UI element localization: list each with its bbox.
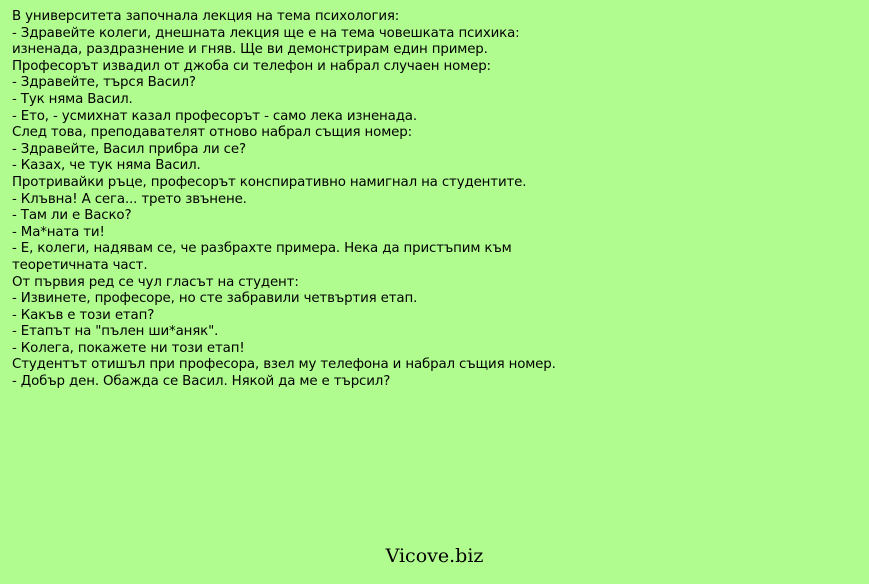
joke-line: Протривайки ръце, професорът конспиративно намигнал на студентите. xyxy=(12,174,527,190)
joke-line: - Добър ден. Обажда се Васил. Някой да ме е търсил? xyxy=(12,374,391,390)
joke-text xyxy=(12,9,582,391)
joke-line: - Е, колеги, надявам се, че разбрахте примера. Нека да пристъпим към теоретичната част. xyxy=(12,241,512,273)
joke-line: - Здравейте, търся Васил? xyxy=(12,75,196,91)
joke-line: - Колега, покажете ни този етап! xyxy=(12,340,245,356)
joke-line: - Ето, - усмихнат казал професорът - само лека изненада. xyxy=(12,108,417,124)
joke-line: - Ма*ната ти! xyxy=(12,224,105,240)
joke-line: - Здравейте, Васил прибра ли се? xyxy=(12,141,246,157)
joke-line: - Казах, че тук няма Васил. xyxy=(12,158,201,174)
joke-line: След това, преподавателят отново набрал същия номер: xyxy=(12,125,412,141)
site-brand: Vicove.biz xyxy=(385,545,484,567)
joke-line: Студентът отишъл при професора, взел му телефона и набрал същия номер. xyxy=(12,357,556,373)
joke-line: - Какъв е този етап? xyxy=(12,307,155,323)
joke-line: - Здравейте колеги, днешната лекция ще е на тема човешката психика: изненада, раздразнение и гняв. Ще ви демонстрирам един пример. xyxy=(12,25,520,58)
joke-line: - Там ли е Васко? xyxy=(12,208,132,224)
joke-line: Професорът извадил от джоба си телефон и набрал случаен номер: xyxy=(12,58,491,74)
joke-line: От първия ред се чул гласът на студент: xyxy=(12,274,299,290)
joke-line: - Клъвна! А сега... трето звънене. xyxy=(12,191,247,207)
joke-line: - Тук няма Васил. xyxy=(12,91,133,107)
joke-line: В университета започнала лекция на тема психология: xyxy=(12,9,400,24)
joke-line: - Извинете, професоре, но сте забравили четвъртия етап. xyxy=(12,291,418,307)
joke-line: - Етапът на "пълен ши*аняк". xyxy=(12,324,219,340)
